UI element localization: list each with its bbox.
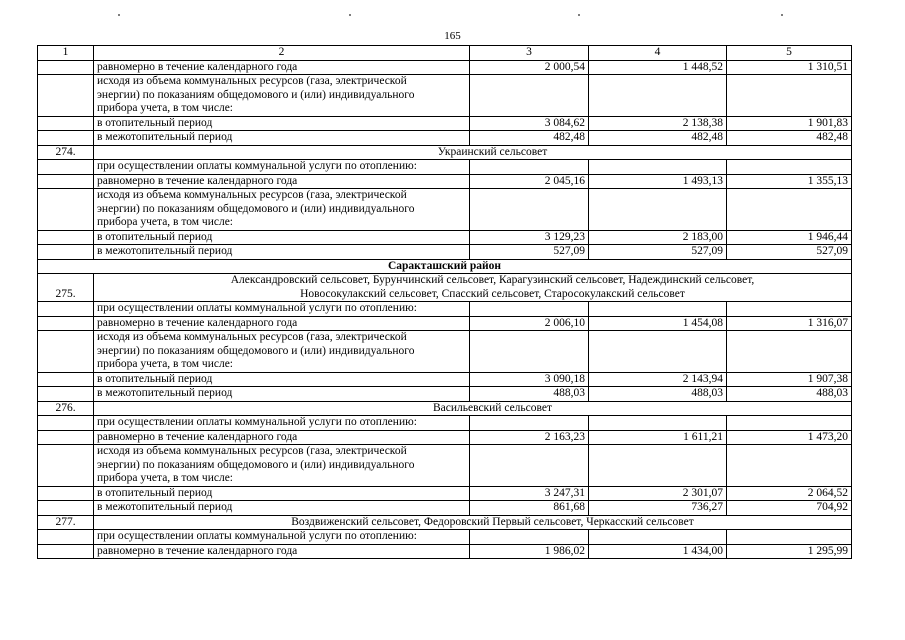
scan-speck xyxy=(578,14,580,16)
value-cell: 3 129,23 xyxy=(470,230,589,245)
empty-value-cell xyxy=(589,302,727,317)
empty-value-cell xyxy=(470,75,589,117)
value-cell: 736,27 xyxy=(589,501,727,516)
value-cell: 527,09 xyxy=(589,245,727,260)
row-number-cell xyxy=(38,416,94,431)
value-cell: 527,09 xyxy=(470,245,589,260)
empty-value-cell xyxy=(589,530,727,545)
description-row xyxy=(38,189,852,231)
column-header: 5 xyxy=(727,46,852,61)
entry-header-row xyxy=(38,401,852,416)
value-cell: 1 454,08 xyxy=(589,316,727,331)
description-row xyxy=(38,445,852,487)
value-cell: 1 473,20 xyxy=(727,430,852,445)
row-description: исходя из объема коммунальных ресурсов (газа, электрической энергии) по показаниям общедомового и (или) индивидуального прибора учета, в том числе: xyxy=(94,445,470,487)
row-label: равномерно в течение календарного года xyxy=(94,430,470,445)
empty-value-cell xyxy=(727,331,852,373)
value-cell: 1 434,00 xyxy=(589,544,727,559)
entry-number: 275. xyxy=(38,274,94,302)
data-row xyxy=(38,372,852,387)
row-label: равномерно в течение календарного года xyxy=(94,60,470,75)
value-cell: 704,92 xyxy=(727,501,852,516)
empty-value-cell xyxy=(470,302,589,317)
row-number-cell xyxy=(38,131,94,146)
scan-speck xyxy=(781,14,783,16)
description-row xyxy=(38,331,852,373)
empty-value-cell xyxy=(589,331,727,373)
empty-value-cell xyxy=(589,160,727,175)
entry-header-row xyxy=(38,515,852,530)
entry-number: 274. xyxy=(38,145,94,160)
data-row xyxy=(38,430,852,445)
data-row xyxy=(38,230,852,245)
empty-value-cell xyxy=(727,160,852,175)
row-number-cell xyxy=(38,331,94,373)
column-header: 4 xyxy=(589,46,727,61)
data-row xyxy=(38,486,852,501)
row-number-cell xyxy=(38,60,94,75)
empty-value-cell xyxy=(727,302,852,317)
row-label: в отопительный период xyxy=(94,486,470,501)
row-number-cell xyxy=(38,387,94,402)
region-name: Саракташский район xyxy=(38,259,852,274)
data-row xyxy=(38,501,852,516)
value-cell: 482,48 xyxy=(470,131,589,146)
row-label: в межотопительный период xyxy=(94,387,470,402)
empty-value-cell xyxy=(727,75,852,117)
row-number-cell xyxy=(38,544,94,559)
empty-value-cell xyxy=(470,445,589,487)
data-row xyxy=(38,245,852,260)
value-cell: 1 901,83 xyxy=(727,116,852,131)
value-cell: 488,03 xyxy=(589,387,727,402)
entry-header-row xyxy=(38,145,852,160)
data-row xyxy=(38,131,852,146)
row-number-cell xyxy=(38,160,94,175)
value-cell: 2 064,52 xyxy=(727,486,852,501)
page-number: 165 xyxy=(444,30,461,42)
column-header: 1 xyxy=(38,46,94,61)
row-number-cell xyxy=(38,486,94,501)
value-cell: 2 045,16 xyxy=(470,174,589,189)
empty-value-cell xyxy=(727,189,852,231)
value-cell: 1 493,13 xyxy=(589,174,727,189)
empty-value-cell xyxy=(589,445,727,487)
entry-number: 277. xyxy=(38,515,94,530)
row-label: в отопительный период xyxy=(94,116,470,131)
row-number-cell xyxy=(38,174,94,189)
entry-name: Васильевский сельсовет xyxy=(94,401,852,416)
value-cell: 2 163,23 xyxy=(470,430,589,445)
value-cell: 3 084,62 xyxy=(470,116,589,131)
description-row xyxy=(38,75,852,117)
row-description: при осуществлении оплаты коммунальной услуги по отоплению: xyxy=(94,530,470,545)
description-row xyxy=(38,416,852,431)
value-cell: 482,48 xyxy=(727,131,852,146)
row-description: исходя из объема коммунальных ресурсов (газа, электрической энергии) по показаниям общедомового и (или) индивидуального прибора учета, в том числе: xyxy=(94,331,470,373)
data-row xyxy=(38,116,852,131)
row-number-cell xyxy=(38,445,94,487)
entry-header-row xyxy=(38,274,852,302)
value-cell: 3 247,31 xyxy=(470,486,589,501)
data-row xyxy=(38,60,852,75)
entry-number: 276. xyxy=(38,401,94,416)
row-label: в межотопительный период xyxy=(94,131,470,146)
empty-value-cell xyxy=(727,530,852,545)
value-cell: 1 946,44 xyxy=(727,230,852,245)
row-label: в межотопительный период xyxy=(94,245,470,260)
row-label: равномерно в течение календарного года xyxy=(94,174,470,189)
empty-value-cell xyxy=(589,416,727,431)
empty-value-cell xyxy=(727,445,852,487)
value-cell: 1 986,02 xyxy=(470,544,589,559)
value-cell: 2 138,38 xyxy=(589,116,727,131)
entry-name: Украинский сельсовет xyxy=(94,145,852,160)
scan-specks xyxy=(0,12,905,18)
row-number-cell xyxy=(38,116,94,131)
value-cell: 488,03 xyxy=(727,387,852,402)
scan-speck xyxy=(349,14,351,16)
row-number-cell xyxy=(38,189,94,231)
row-number-cell xyxy=(38,530,94,545)
column-header: 2 xyxy=(94,46,470,61)
column-header: 3 xyxy=(470,46,589,61)
entry-name: Александровский сельсовет, Бурунчинский сельсовет, Карагузинский сельсовет, Надеждинский сельсовет, Новосокулакский сельсовет, Спасский сельсовет, Старосокулакский сельсовет xyxy=(94,274,852,302)
row-label: равномерно в течение календарного года xyxy=(94,544,470,559)
value-cell: 2 000,54 xyxy=(470,60,589,75)
row-number-cell xyxy=(38,501,94,516)
column-header-row xyxy=(38,46,852,61)
empty-value-cell xyxy=(589,189,727,231)
value-cell: 527,09 xyxy=(727,245,852,260)
value-cell: 1 907,38 xyxy=(727,372,852,387)
row-number-cell xyxy=(38,316,94,331)
description-row xyxy=(38,160,852,175)
tariff-table xyxy=(37,45,852,559)
value-cell: 1 611,21 xyxy=(589,430,727,445)
empty-value-cell xyxy=(470,160,589,175)
value-cell: 1 295,99 xyxy=(727,544,852,559)
value-cell: 2 183,00 xyxy=(589,230,727,245)
description-row xyxy=(38,530,852,545)
row-description: исходя из объема коммунальных ресурсов (газа, электрической энергии) по показаниям общедомового и (или) индивидуального прибора учета, в том числе: xyxy=(94,189,470,231)
row-label: в межотопительный период xyxy=(94,501,470,516)
row-label: равномерно в течение календарного года xyxy=(94,316,470,331)
row-number-cell xyxy=(38,245,94,260)
data-row xyxy=(38,316,852,331)
value-cell: 1 355,13 xyxy=(727,174,852,189)
value-cell: 482,48 xyxy=(589,131,727,146)
empty-value-cell xyxy=(727,416,852,431)
value-cell: 1 316,07 xyxy=(727,316,852,331)
row-label: в отопительный период xyxy=(94,230,470,245)
row-number-cell xyxy=(38,75,94,117)
empty-value-cell xyxy=(470,530,589,545)
row-description: при осуществлении оплаты коммунальной услуги по отоплению: xyxy=(94,416,470,431)
data-row xyxy=(38,174,852,189)
data-row xyxy=(38,387,852,402)
empty-value-cell xyxy=(589,75,727,117)
value-cell: 2 143,94 xyxy=(589,372,727,387)
value-cell: 2 301,07 xyxy=(589,486,727,501)
entry-name: Воздвиженский сельсовет, Федоровский Первый сельсовет, Черкасский сельсовет xyxy=(94,515,852,530)
row-description: при осуществлении оплаты коммунальной услуги по отоплению: xyxy=(94,160,470,175)
empty-value-cell xyxy=(470,416,589,431)
empty-value-cell xyxy=(470,331,589,373)
row-number-cell xyxy=(38,230,94,245)
data-row xyxy=(38,544,852,559)
value-cell: 861,68 xyxy=(470,501,589,516)
value-cell: 3 090,18 xyxy=(470,372,589,387)
row-number-cell xyxy=(38,372,94,387)
region-header-row xyxy=(38,259,852,274)
row-description: исходя из объема коммунальных ресурсов (газа, электрической энергии) по показаниям общедомового и (или) индивидуального прибора учета, в том числе: xyxy=(94,75,470,117)
value-cell: 1 448,52 xyxy=(589,60,727,75)
value-cell: 488,03 xyxy=(470,387,589,402)
empty-value-cell xyxy=(470,189,589,231)
row-number-cell xyxy=(38,302,94,317)
scan-speck xyxy=(118,14,120,16)
row-description: при осуществлении оплаты коммунальной услуги по отоплению: xyxy=(94,302,470,317)
description-row xyxy=(38,302,852,317)
row-number-cell xyxy=(38,430,94,445)
value-cell: 1 310,51 xyxy=(727,60,852,75)
value-cell: 2 006,10 xyxy=(470,316,589,331)
row-label: в отопительный период xyxy=(94,372,470,387)
